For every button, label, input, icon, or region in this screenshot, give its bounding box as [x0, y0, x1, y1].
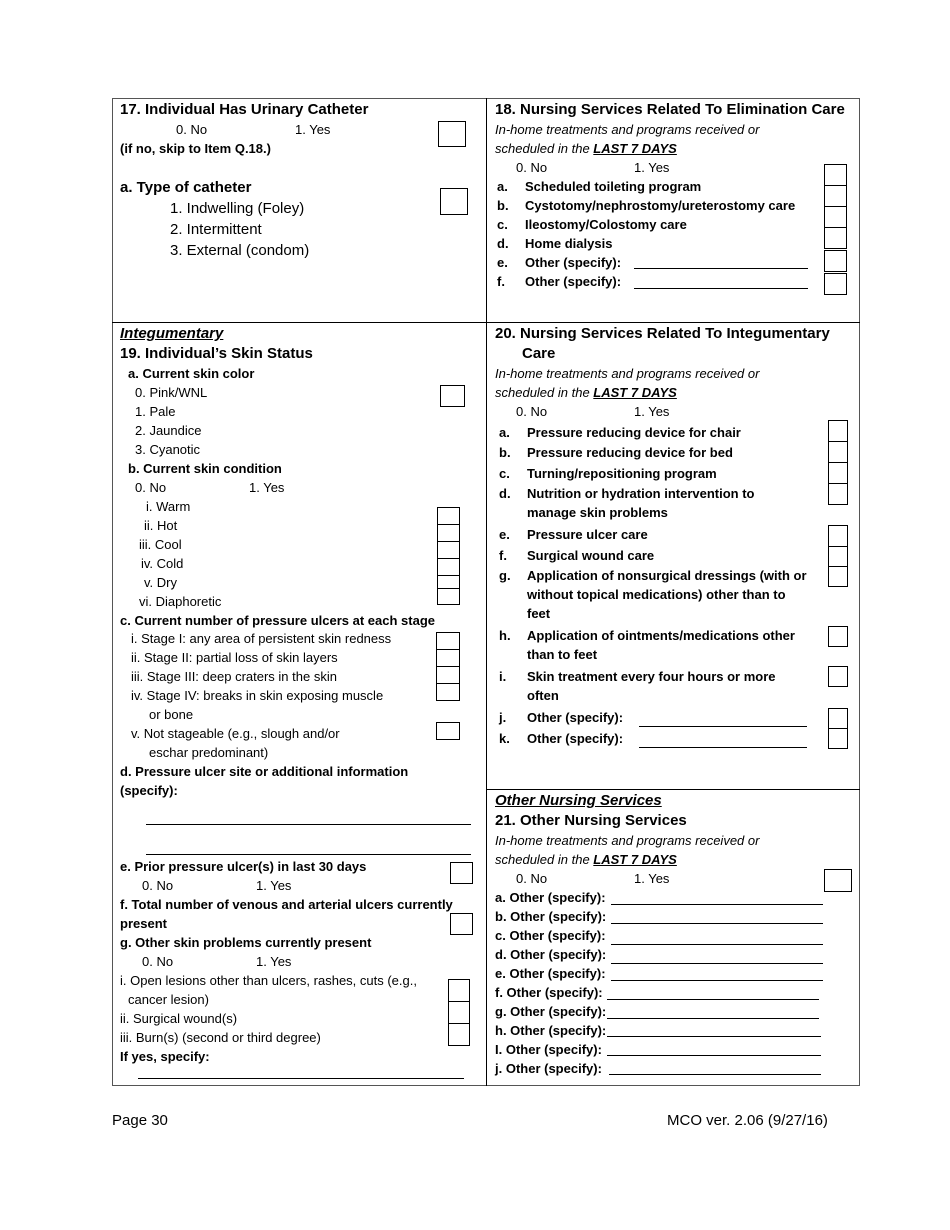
q19g-item: cancer lesion) [128, 992, 209, 1007]
q20-item-label: Application of ointments/medications other [527, 628, 795, 643]
q21-specify-line[interactable] [607, 1036, 821, 1037]
q20-answer-box[interactable] [828, 462, 848, 484]
q21-item-label: c. Other (specify): [495, 928, 606, 943]
q19b-item: i. Warm [146, 499, 191, 514]
q18-answer-box[interactable] [824, 185, 847, 207]
q17-skip-note: (if no, skip to Item Q.18.) [120, 141, 271, 156]
q17-title: 17. Individual Has Urinary Catheter [120, 101, 369, 118]
q19e-answer-box[interactable] [450, 862, 473, 884]
q20-item-letter: i. [499, 669, 507, 684]
q21-specify-line[interactable] [607, 1018, 819, 1019]
q19b-yes-option: 1. Yes [249, 480, 285, 495]
q19e-label: e. Prior pressure ulcer(s) in last 30 days [120, 859, 367, 874]
row-divider-right-1 [486, 322, 860, 323]
q19a-option: 3. Cyanotic [135, 442, 201, 457]
q17a-answer-box[interactable] [440, 188, 468, 215]
q18-desc-line1: In-home treatments and programs received or [495, 122, 760, 137]
q18-item-label: Ileostomy/Colostomy care [525, 217, 687, 232]
q19b-item: vi. Diaphoretic [139, 594, 222, 609]
q21-specify-line[interactable] [611, 963, 823, 964]
q20-answer-box[interactable] [828, 666, 848, 687]
q19a-label: a. Current skin color [128, 366, 255, 381]
q20-item-letter: j. [499, 710, 507, 725]
q18-item-letter: f. [497, 274, 505, 289]
q17a-label: a. Type of catheter [120, 179, 252, 196]
q17-no-option: 0. No [176, 122, 208, 137]
q21-title: 21. Other Nursing Services [495, 812, 687, 829]
q19-title: 19. Individual’s Skin Status [120, 345, 313, 362]
q19a-answer-box[interactable] [440, 385, 465, 407]
q17a-option-2: 2. Intermittent [170, 221, 262, 238]
q20-item-letter: g. [499, 568, 511, 583]
q20-item-label: Pressure reducing device for bed [527, 445, 733, 460]
q19b-answer-box[interactable] [437, 541, 460, 559]
q19e-no-option: 0. No [142, 878, 174, 893]
q21-item-label: e. Other (specify): [495, 966, 606, 981]
q18f-specify-line[interactable] [634, 288, 808, 289]
q19c-item: eschar predominant) [149, 745, 269, 760]
q20-title-2: Care [522, 345, 556, 362]
q18-answer-box[interactable] [824, 273, 847, 295]
q20-answer-box[interactable] [828, 708, 848, 729]
q20-desc-line2: scheduled in the LAST 7 DAYS [495, 385, 677, 400]
q21-desc-line2: scheduled in the LAST 7 DAYS [495, 852, 677, 867]
q18-answer-box[interactable] [824, 250, 847, 272]
q19c-answer-box[interactable] [436, 632, 460, 650]
q19d-specify-line[interactable] [146, 854, 471, 855]
q19g-answer-box[interactable] [448, 979, 470, 1002]
q19g-item: i. Open lesions other than ulcers, rashes, cuts (e.g., [120, 973, 417, 988]
q21-desc-line1: In-home treatments and programs received or [495, 833, 760, 848]
q18-item-label: Other (specify): [525, 274, 622, 289]
q19e-yes-option: 1. Yes [256, 878, 292, 893]
q19f-answer-box[interactable] [450, 913, 473, 935]
q17-yes-option: 1. Yes [295, 122, 331, 137]
q21-item-label: a. Other (specify): [495, 890, 606, 905]
q19c-answer-box[interactable] [436, 683, 460, 701]
q21-specify-line[interactable] [607, 1055, 821, 1056]
q18-item-label: Home dialysis [525, 236, 613, 251]
q20-item-label: Turning/repositioning program [527, 466, 717, 481]
q19-ifyes-label: If yes, specify: [120, 1049, 210, 1064]
q19g-yes-option: 1. Yes [256, 954, 292, 969]
q19c-label: c. Current number of pressure ulcers at each stage [120, 613, 435, 628]
q19c-answer-box[interactable] [436, 649, 460, 667]
q21-item-label: d. Other (specify): [495, 947, 607, 962]
q20-yes-option: 1. Yes [634, 404, 670, 419]
q21-item-label: h. Other (specify): [495, 1023, 607, 1038]
q20-no-option: 0. No [516, 404, 548, 419]
q19g-answer-box[interactable] [448, 1023, 470, 1046]
q19b-label: b. Current skin condition [128, 461, 282, 476]
q18-item-label: Other (specify): [525, 255, 622, 270]
version-label: MCO ver. 2.06 (9/27/16) [667, 1112, 828, 1129]
q20-answer-box[interactable] [828, 728, 848, 749]
q18-item-label: Cystotomy/nephrostomy/ureterostomy care [525, 198, 796, 213]
q19c-answer-box[interactable] [436, 722, 460, 740]
q19g-item: iii. Burn(s) (second or third degree) [120, 1030, 321, 1045]
q19g-label: g. Other skin problems currently present [120, 935, 372, 950]
q20-item-label: Skin treatment every four hours or more [527, 669, 776, 684]
q19b-answer-box[interactable] [437, 507, 460, 525]
q20-item-letter: f. [499, 548, 507, 563]
q21-specify-line[interactable] [611, 980, 823, 981]
q18e-specify-line[interactable] [634, 268, 808, 269]
q21-section-heading: Other Nursing Services [495, 792, 662, 809]
q19d-specify-line[interactable] [146, 824, 471, 825]
q21-specify-line[interactable] [607, 999, 819, 1000]
q20-item-label: Other (specify): [527, 710, 624, 725]
q20-item-letter: e. [499, 527, 510, 542]
row-divider-left [112, 322, 486, 323]
q21-no-option: 0. No [516, 871, 548, 886]
q21-specify-line[interactable] [611, 944, 823, 945]
q20-item-label: often [527, 688, 559, 703]
q21-specify-line[interactable] [611, 904, 823, 905]
q18-item-letter: c. [497, 217, 508, 232]
q18-answer-box[interactable] [824, 227, 847, 249]
q20-item-letter: c. [499, 466, 510, 481]
q18-item-letter: e. [497, 255, 508, 270]
q20-desc-line1: In-home treatments and programs received or [495, 366, 760, 381]
q19g-item: ii. Surgical wound(s) [120, 1011, 238, 1026]
q19f-label: f. Total number of venous and arterial ulcers currently [120, 897, 453, 912]
q20-answer-box[interactable] [828, 626, 848, 647]
q19c-item: or bone [149, 707, 194, 722]
q20-item-letter: h. [499, 628, 511, 643]
q18-item-label: Scheduled toileting program [525, 179, 702, 194]
q18-answer-box[interactable] [824, 206, 847, 228]
q19g-answer-box[interactable] [448, 1001, 470, 1024]
q17a-option-1: 1. Indwelling (Foley) [170, 200, 305, 217]
q20-item-label: feet [527, 606, 551, 621]
q21-answer-box[interactable] [824, 869, 852, 892]
q20-item-letter: b. [499, 445, 511, 460]
q20-item-letter: a. [499, 425, 510, 440]
q20-item-label: without topical medications) other than to [527, 587, 786, 602]
q19b-answer-box[interactable] [437, 558, 460, 576]
q20k-specify-line[interactable] [639, 747, 807, 748]
q20-answer-box[interactable] [828, 525, 848, 547]
q20-item-label: Application of nonsurgical dressings (with or [527, 568, 807, 583]
q18-answer-box[interactable] [824, 164, 847, 186]
column-divider [486, 98, 487, 1086]
q18-item-letter: b. [497, 198, 509, 213]
q19g-specify-line[interactable] [138, 1078, 464, 1079]
q21-item-label: b. Other (specify): [495, 909, 607, 924]
q19c-item: iii. Stage III: deep craters in the skin [131, 669, 337, 684]
q19b-item: ii. Hot [144, 518, 178, 533]
q19c-item: v. Not stageable (e.g., slough and/or [131, 726, 340, 741]
q21-specify-line[interactable] [611, 923, 823, 924]
q19b-answer-box[interactable] [437, 588, 460, 605]
q19g-no-option: 0. No [142, 954, 174, 969]
q19a-option: 1. Pale [135, 404, 176, 419]
q18-yes-option: 1. Yes [634, 160, 670, 175]
q20-item-label: than to feet [527, 647, 598, 662]
q19c-item: iv. Stage IV: breaks in skin exposing muscle [131, 688, 384, 703]
q21-item-label: I. Other (specify): [495, 1042, 602, 1057]
q21-item-label: f. Other (specify): [495, 985, 603, 1000]
q19-section-heading: Integumentary [120, 325, 224, 342]
q19b-answer-box[interactable] [437, 524, 460, 542]
q19d-label-2: (specify): [120, 783, 178, 798]
q18-desc-line2: scheduled in the LAST 7 DAYS [495, 141, 677, 156]
q18-no-option: 0. No [516, 160, 548, 175]
row-divider-right-2 [486, 789, 860, 790]
q19b-item: iii. Cool [139, 537, 182, 552]
q20-answer-box[interactable] [828, 420, 848, 442]
q20-item-label: manage skin problems [527, 505, 668, 520]
q20j-specify-line[interactable] [639, 726, 807, 727]
q21-specify-line[interactable] [609, 1074, 821, 1075]
q21-yes-option: 1. Yes [634, 871, 670, 886]
q18-title: 18. Nursing Services Related To Elimination Care [495, 101, 845, 118]
q19c-item: ii. Stage II: partial loss of skin layers [131, 650, 338, 665]
q21-item-label: j. Other (specify): [495, 1061, 602, 1076]
q20-item-label: Pressure reducing device for chair [527, 425, 741, 440]
q20-item-label: Pressure ulcer care [527, 527, 648, 542]
q20-item-letter: d. [499, 486, 511, 501]
q20-item-letter: k. [499, 731, 510, 746]
q21-item-label: g. Other (specify): [495, 1004, 607, 1019]
q19f-label-2: present [120, 916, 167, 931]
q17-answer-box[interactable] [438, 121, 466, 147]
q20-answer-box[interactable] [828, 566, 848, 587]
q17a-option-3: 3. External (condom) [170, 242, 310, 259]
q18-item-letter: a. [497, 179, 508, 194]
q20-answer-box[interactable] [828, 483, 848, 505]
q20-answer-box[interactable] [828, 546, 848, 568]
q19b-no-option: 0. No [135, 480, 167, 495]
q19b-item: iv. Cold [141, 556, 184, 571]
q20-answer-box[interactable] [828, 441, 848, 463]
page-number: Page 30 [112, 1112, 168, 1129]
q19c-answer-box[interactable] [436, 666, 460, 684]
q19b-item: v. Dry [144, 575, 177, 590]
q19a-option: 0. Pink/WNL [135, 385, 208, 400]
q18-item-letter: d. [497, 236, 509, 251]
q20-item-label: Nutrition or hydration intervention to [527, 486, 755, 501]
q19c-item: i. Stage I: any area of persistent skin redness [131, 631, 392, 646]
q19a-option: 2. Jaundice [135, 423, 202, 438]
q20-item-label: Surgical wound care [527, 548, 655, 563]
q19d-label: d. Pressure ulcer site or additional information [120, 764, 409, 779]
q20-title: 20. Nursing Services Related To Integumentary [495, 325, 830, 342]
q20-item-label: Other (specify): [527, 731, 624, 746]
